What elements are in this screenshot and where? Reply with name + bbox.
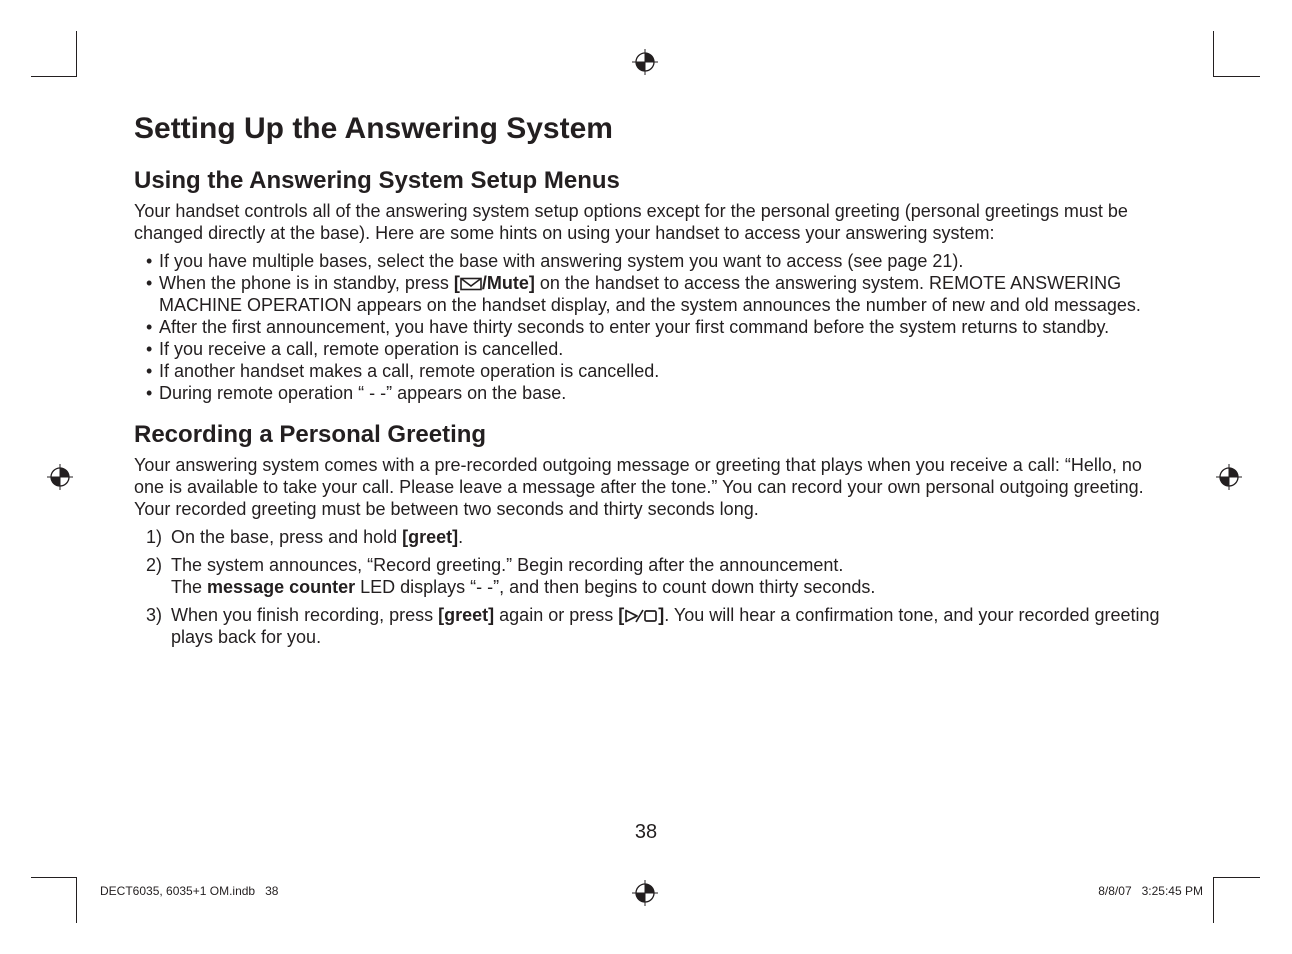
list-item: 3) When you finish recording, press [greet] again or press [ ]. You will hear a confirmation tone, and your recorded greeting plays back for you. — [146, 605, 1160, 647]
greet-key-label: [greet] — [402, 527, 459, 547]
envelope-icon — [460, 277, 482, 291]
list-item: • After the first announcement, you have thirty seconds to enter your first command before the system returns to standby. — [146, 317, 1110, 337]
page-content — [134, 110, 1164, 654]
list-item: 1) On the base, press and hold [greet]. — [146, 527, 464, 547]
list-item: • If another handset makes a call, remote operation is cancelled. — [146, 361, 660, 381]
registration-mark-icon — [1216, 464, 1242, 490]
message-counter-label: message counter — [207, 577, 356, 597]
list-item: • If you have multiple bases, select the base with answering system you want to access (see page 21). — [146, 251, 964, 271]
crop-mark-bottom-right-horizontal — [1213, 877, 1260, 878]
page-number: 38 — [634, 821, 658, 843]
list-item: • During remote operation “ - -” appears on the base. — [146, 383, 567, 403]
greet-key-label: [greet] — [438, 605, 495, 625]
hints-list — [134, 250, 1164, 404]
play-stop-icon — [624, 609, 658, 623]
crop-mark-bottom-right-vertical — [1213, 877, 1214, 923]
crop-mark-top-left-vertical — [76, 31, 77, 77]
crop-mark-bottom-left-horizontal — [31, 877, 77, 878]
crop-mark-top-right-vertical — [1213, 31, 1214, 77]
section-heading-setup-menus: Using the Answering System Setup Menus — [134, 167, 620, 194]
crop-mark-top-right-horizontal — [1213, 76, 1260, 77]
crop-mark-bottom-left-vertical — [76, 877, 77, 923]
list-item: • When the phone is in standby, press [ /Mute] on the handset to access the answering system. REMOTE ANSWERING MACHINE OPERATION appears on the handset display, and the system announces the number of new and old messages. — [146, 273, 1141, 315]
registration-mark-icon — [632, 880, 658, 906]
list-item: • If you receive a call, remote operation is cancelled. — [146, 339, 564, 359]
page-title: Setting Up the Answering System — [134, 112, 613, 145]
registration-mark-icon — [632, 49, 658, 75]
section-intro-personal-greeting: Your answering system comes with a pre-recorded outgoing message or greeting that plays when you receive a call: “Hello, no one is available to take your call. Please leave a message after the tone.” You can record your own personal outgoing greeting. Your recorded greeting must be between two seconds and thirty seconds long. — [134, 455, 1144, 519]
greeting-steps-list — [134, 526, 1164, 648]
footer-timestamp: 8/8/07 3:25:45 PM — [1098, 884, 1203, 898]
registration-mark-icon — [47, 464, 73, 490]
section-intro-setup-menus: Your handset controls all of the answering system setup options except for the personal greeting (personal greetings must be changed directly at the base). Here are some hints on using your handset to access your answering system: — [134, 201, 1128, 243]
mute-key-label: [ /Mute] — [453, 273, 535, 293]
section-heading-personal-greeting: Recording a Personal Greeting — [134, 421, 487, 448]
play-stop-key-label: [ ] — [618, 605, 665, 625]
footer-file-info: DECT6035, 6035+1 OM.indb 38 — [100, 884, 279, 898]
list-item: 2) The system announces, “Record greeting.” Begin recording after the announcement. The message counter LED displays “- -”, and then begins to count down thirty seconds. — [146, 555, 876, 597]
crop-mark-top-left-horizontal — [31, 76, 77, 77]
